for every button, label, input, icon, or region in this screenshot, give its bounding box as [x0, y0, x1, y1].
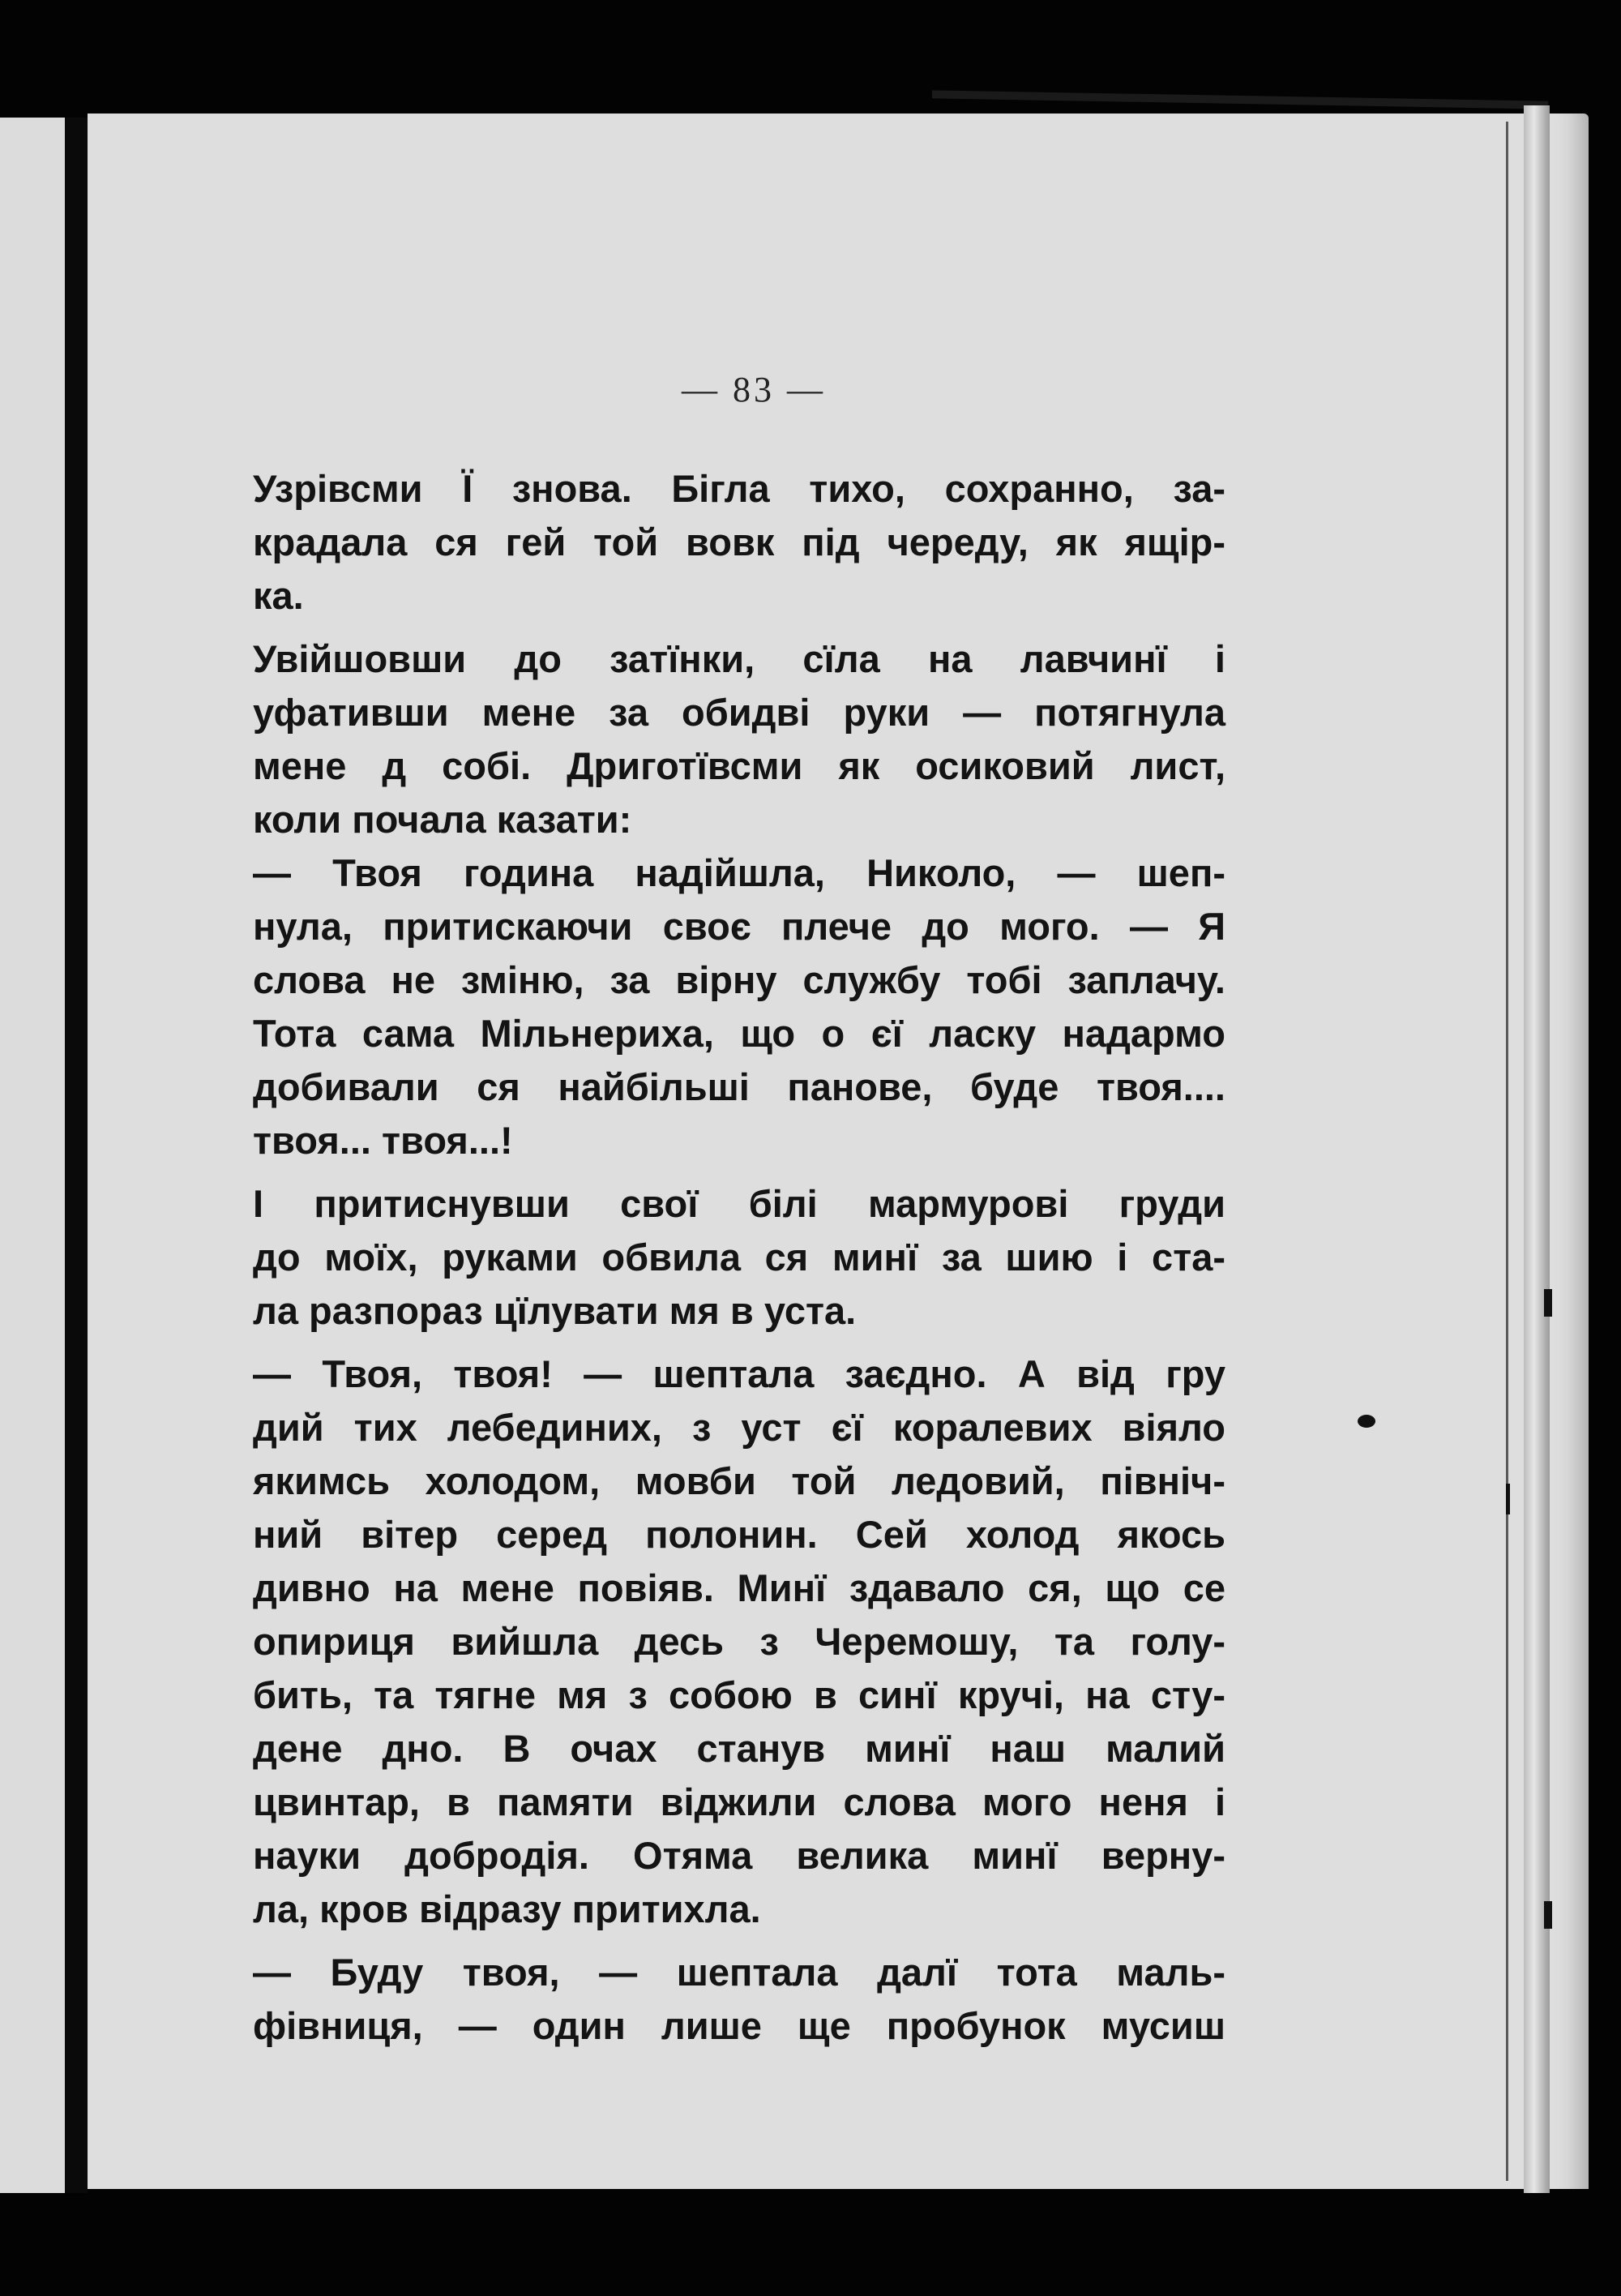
text-line: дене дно. В очах станув минї наш малий: [253, 1727, 1225, 1770]
ink-blot-mark: [1358, 1415, 1375, 1428]
text-line: крадала ся гей той вовк під череду, як ящір-: [253, 520, 1225, 563]
text-line: — Твоя, твоя! — шептала заєдно. А від гру: [253, 1352, 1225, 1395]
margin-tick-mark: [1544, 1289, 1552, 1317]
text-line: нула, притискаючи своє плече до мого. — Я: [253, 905, 1225, 948]
page-fold-line: [1506, 122, 1508, 2181]
text-line: ний вітер серед полонин. Сей холод якось: [253, 1513, 1225, 1556]
text-line: І притиснувши свої білі мармурові груди: [253, 1182, 1225, 1225]
margin-tick-mark: [1544, 1901, 1552, 1929]
text-line: мене д собі. Дриготївсми як осиковий лист,: [253, 744, 1225, 787]
text-line: бить, та тягне мя з собою в синї кручі, на сту-: [253, 1673, 1225, 1716]
text-line: коли почала казати:: [253, 798, 632, 841]
text-line: ла, кров відразу притихла.: [253, 1887, 761, 1930]
text-line: Узрівсми Ї знова. Бігла тихо, сохранно, за-: [253, 467, 1225, 510]
text-line: уфативши мене за обидві руки — потягнула: [253, 691, 1225, 734]
text-line: Тота сама Мільнериха, що о єї ласку надармо: [253, 1012, 1225, 1055]
text-line: слова не зміню, за вірну службу тобі заплачу.: [253, 958, 1225, 1001]
text-line: фівниця, — один лише ще пробунок мусиш: [253, 2004, 1225, 2047]
text-line: ла разпораз цїлувати мя в уста.: [253, 1289, 857, 1332]
text-line: — Буду твоя, — шептала далї тота маль-: [253, 1951, 1225, 1994]
margin-tick-mark: [1506, 1484, 1510, 1514]
body-text: [253, 462, 1225, 2053]
facing-page-edge: [0, 118, 65, 2193]
text-line: — Твоя година надійшла, Николо, — шеп-: [253, 851, 1225, 894]
text-line: опириця вийшла десь з Черемошу, та голу-: [253, 1620, 1225, 1663]
text-line: цвинтар, в памяти віджили слова мого неня і: [253, 1780, 1225, 1823]
page-fold-edge: [1524, 105, 1550, 2193]
gutter-shadow: [65, 118, 88, 2193]
text-line: дивно на мене повіяв. Минї здавало ся, що се: [253, 1566, 1225, 1609]
text-line: твоя... твоя...!: [253, 1119, 513, 1162]
text-line: якимсь холодом, мовби той ледовий, північ-: [253, 1459, 1225, 1502]
text-line: науки добродія. Отяма велика минї верну-: [253, 1834, 1225, 1877]
text-line: Увійшовши до затїнки, сїла на лавчинї і: [253, 637, 1225, 680]
text-line: добивали ся найбільші панове, буде твоя....: [253, 1065, 1225, 1108]
top-page-edge: [932, 90, 1548, 109]
page-number: — 83 —: [682, 370, 826, 409]
text-line: дий тих лебединих, з уст єї коралевих віяло: [253, 1406, 1225, 1449]
text-line: ка.: [253, 574, 304, 617]
text-line: до моїх, руками обвила ся минї за шию і ста-: [253, 1236, 1225, 1279]
